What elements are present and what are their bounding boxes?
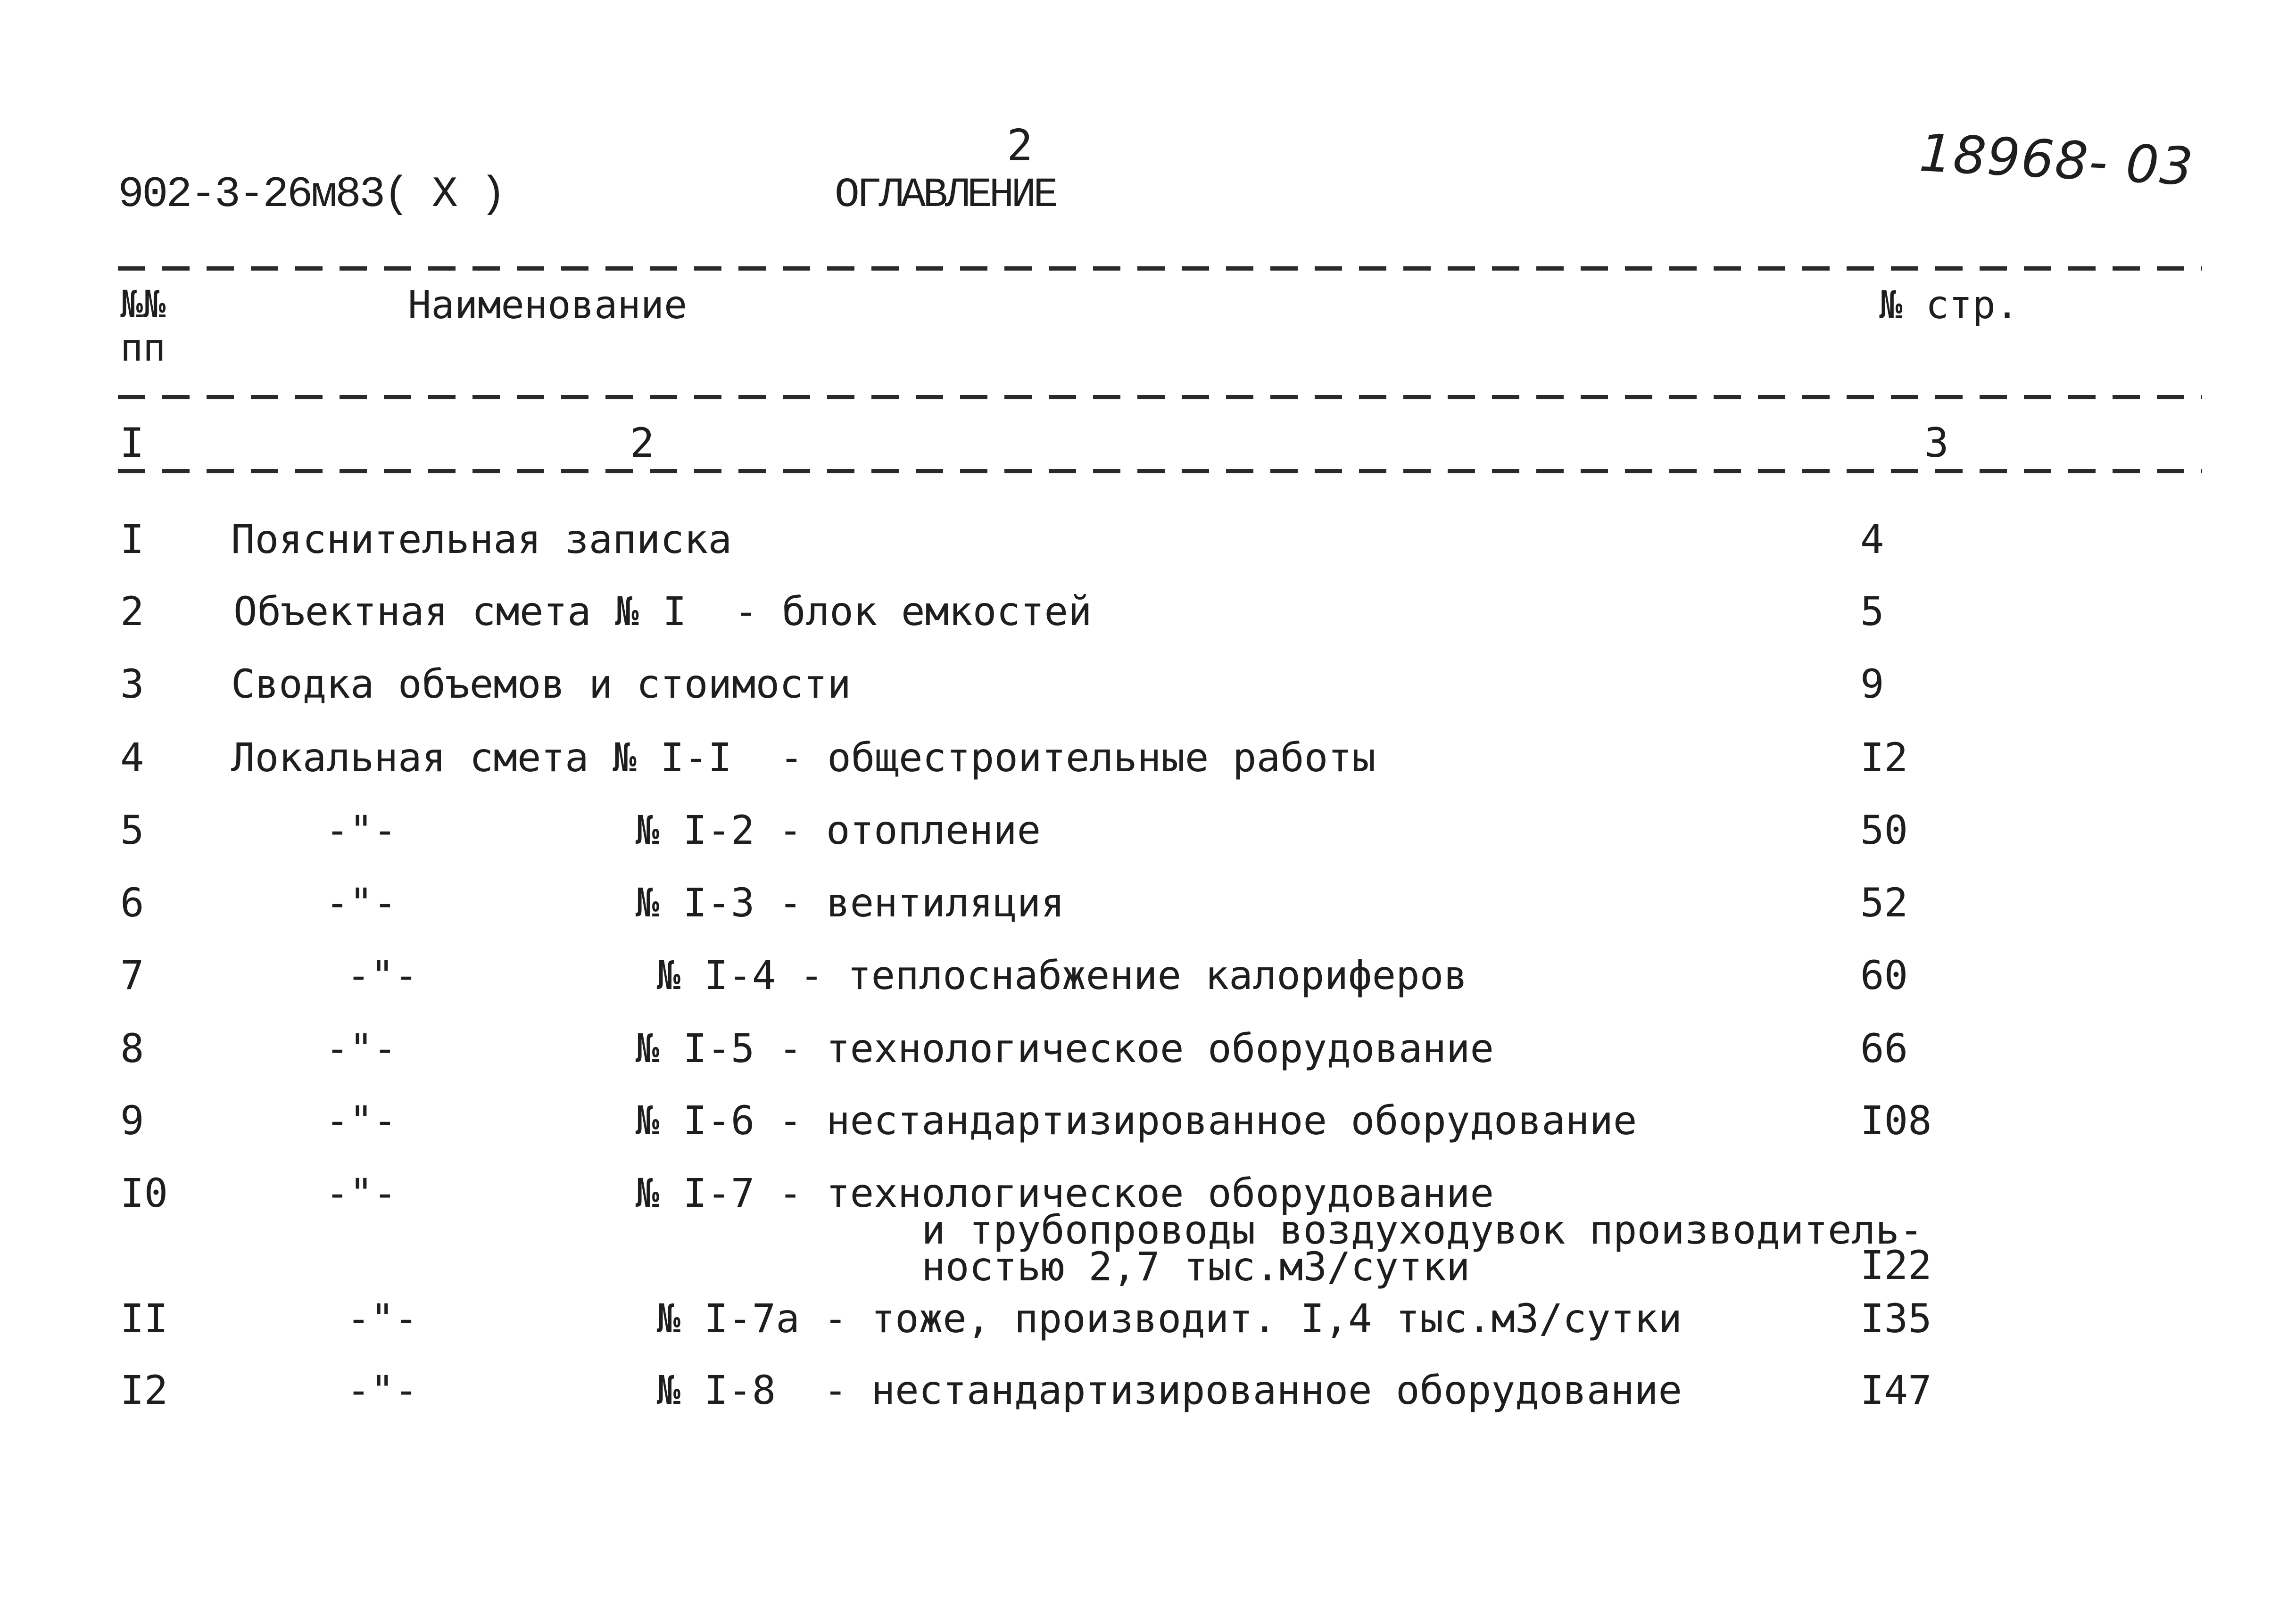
row-name: Сводка объемов и стоимости [231, 661, 851, 707]
row-name: -"- № I-5 - технологическое оборудование [325, 1025, 1494, 1072]
row-number: 9 [120, 1097, 144, 1144]
top-dashed-rule [118, 266, 2202, 271]
index-dashed-rule [118, 469, 2202, 473]
page-title: ОГЛАВЛЕНИЕ [835, 172, 1056, 219]
column-index-2: 2 [627, 420, 657, 467]
row-number: 5 [120, 807, 144, 853]
row-page: 4 [1860, 516, 1884, 562]
row-number: I [120, 516, 144, 562]
row-page: I08 [1860, 1097, 1932, 1144]
row-page: 50 [1860, 807, 1908, 853]
row-page: I22 [1860, 1242, 1932, 1288]
column-header-page: № стр. [1879, 283, 2019, 328]
row-name: -"- № I-7 - технологическое оборудование и трубопроводы воздуходувок производитель- ностью 2,7 тыс.м3/сутки [325, 1170, 1923, 1290]
row-number: 2 [120, 588, 144, 635]
column-header-number: №№ пп [120, 282, 166, 370]
row-page: 52 [1860, 880, 1908, 926]
row-name: -"- № I-2 - отопление [325, 807, 1041, 853]
row-page: 5 [1860, 588, 1884, 635]
row-number: I2 [120, 1367, 168, 1413]
row-page: 60 [1860, 952, 1908, 998]
page-number: 2 [1007, 120, 1033, 171]
row-page: I2 [1860, 734, 1908, 781]
row-name: -"- № I-4 - теплоснабжение калориферов [347, 952, 1467, 998]
row-name: Локальная смета № I-I - общестроительные работы [231, 734, 1376, 781]
row-number: II [120, 1295, 168, 1342]
row-name: Пояснительная записка [231, 516, 732, 562]
row-name: Объектная смета № I - блок емкостей [233, 588, 1092, 635]
row-name: -"- № I-7a - тоже, производит. I,4 тыс.м3/сутки [347, 1295, 1682, 1342]
row-name: -"- № I-6 - нестандартизированное оборудование [325, 1097, 1637, 1144]
row-number: 4 [120, 734, 144, 781]
row-number: I0 [120, 1170, 168, 1216]
column-index-3: 3 [1922, 420, 1952, 467]
row-number: 7 [120, 952, 144, 998]
row-page: I47 [1860, 1367, 1932, 1413]
document-code: 902-3-26м83( X ) [118, 170, 505, 219]
row-page: I35 [1860, 1295, 1932, 1342]
column-header-name: Наименование [408, 283, 688, 328]
row-page: 9 [1860, 661, 1884, 707]
row-page: 66 [1860, 1025, 1908, 1072]
row-number: 3 [120, 661, 144, 707]
header-dashed-rule [118, 395, 2202, 399]
column-index-1: I [117, 420, 147, 467]
row-name: -"- № I-8 - нестандартизированное оборудование [347, 1367, 1682, 1413]
row-name: -"- № I-3 - вентиляция [325, 880, 1065, 926]
handwritten-code: 18968- 03 [1918, 122, 2196, 198]
row-number: 8 [120, 1025, 144, 1072]
row-number: 6 [120, 880, 144, 926]
